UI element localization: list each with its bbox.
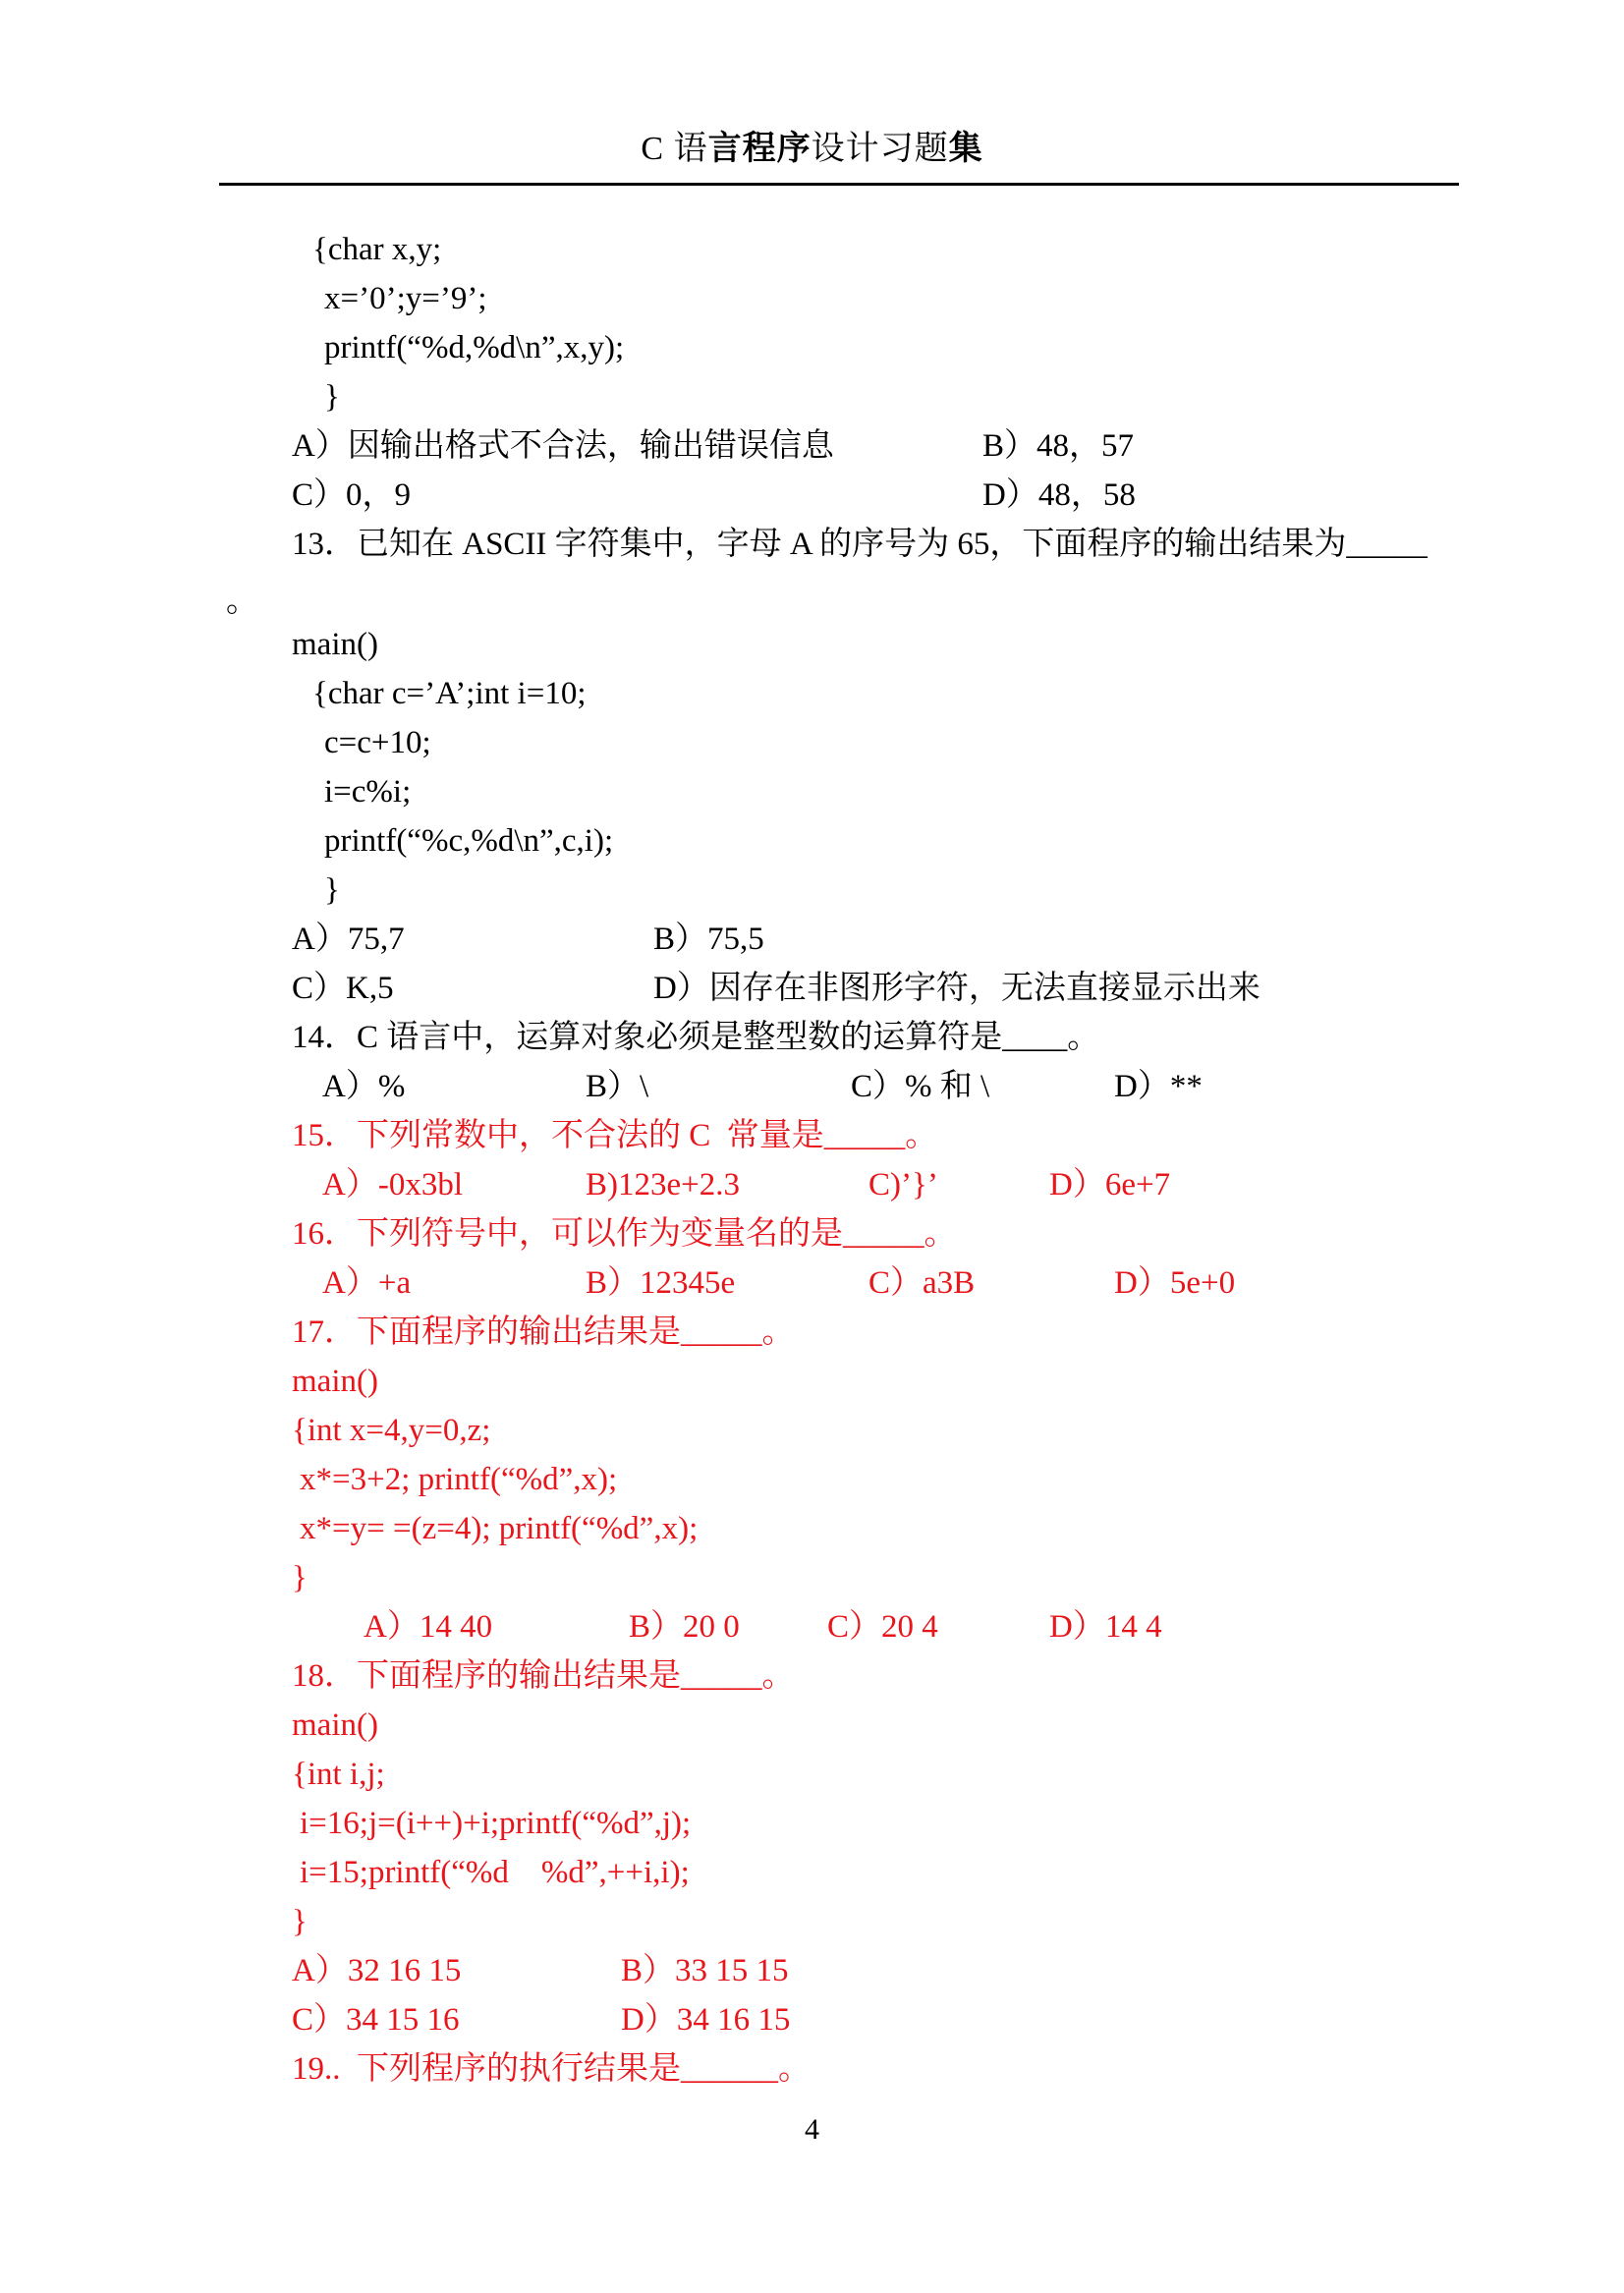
q14-option-b: B）\ [586,1069,649,1104]
q13-code-line: printf(“%c,%d\n”,c,i); [324,823,614,859]
q13-code-line: main() [292,627,378,662]
q17-option-d: D）14 4 [1049,1609,1162,1645]
q17-option-b: B）20 0 [629,1609,740,1645]
q18-option-c: C）34 15 16 [292,2002,460,2038]
q13-code-line: {char c=’A’;int i=10; [312,676,587,711]
q13-option-b: B）75,5 [653,922,764,957]
q15-option-d: D）6e+7 [1049,1167,1171,1202]
q19-stem: 19.. 下列程序的执行结果是______。 [292,2051,811,2087]
q18-option-b: B）33 15 15 [621,1953,789,1988]
q13-stem: 13．已知在 ASCII 字符集中，字母 A 的序号为 65，下面程序的输出结果为_____ [292,527,1428,562]
q18-option-d: D）34 16 15 [621,2002,791,2038]
q15-option-a: A）-0x3bl [322,1167,463,1202]
q16-option-a: A）+a [322,1265,412,1301]
q17-code-line: } [292,1560,308,1595]
page-number: 4 [805,2113,819,2146]
q18-code-line: i=16;j=(i++)+i;printf(“%d”,j); [300,1806,692,1841]
q12-code-line-4: } [324,379,340,415]
q17-option-c: C）20 4 [827,1609,938,1645]
q17-code-line: x*=y= =(z=4); printf(“%d”,x); [300,1511,699,1546]
q18-stem: 18．下面程序的输出结果是_____。 [292,1658,795,1694]
q16-option-c: C）a3B [868,1265,976,1301]
q16-stem: 16．下列符号中，可以作为变量名的是_____。 [292,1216,957,1252]
q18-code-line: main() [292,1707,378,1743]
q17-code-line: {int x=4,y=0,z; [292,1413,491,1448]
q14-option-a: A）% [322,1069,406,1104]
page-header [0,130,1624,169]
q13-option-a: A）75,7 [292,922,405,957]
q13-stem-end: 。 [226,584,258,619]
q13-code-line: c=c+10; [324,725,431,760]
q15-option-c: C)’}’ [868,1167,938,1202]
header-title-bold2: 集 [948,131,983,167]
q12-code-line-1: {char x,y; [312,232,442,267]
q12-option-c: C）0，9 [292,477,412,513]
q12-option-b: B）48，57 [982,428,1135,464]
q12-option-a: A）因输出格式不合法，输出错误信息 [292,428,834,464]
q17-stem: 17．下面程序的输出结果是_____。 [292,1314,795,1350]
q12-code-line-3: printf(“%d,%d\n”,x,y); [324,330,625,365]
q17-code-line: main() [292,1364,378,1399]
header-title-bold1: 言程序 [707,131,812,167]
q18-code-line: i=15;printf(“%d %d”,++i,i); [300,1855,690,1890]
q13-code-line: i=c%i; [324,774,412,810]
header-rule [219,183,1459,186]
q12-code-line-2: x=’0’;y=’9’; [324,281,487,316]
q13-option-d: D）因存在非图形字符，无法直接显示出来 [653,971,1260,1006]
q16-option-d: D）5e+0 [1114,1265,1236,1301]
q14-stem: 14．C 语言中，运算对象必须是整型数的运算符是____。 [292,1020,1100,1055]
q13-code-line: } [324,872,340,908]
q12-option-d: D）48，58 [982,477,1136,513]
q18-code-line: {int i,j; [292,1757,385,1792]
q13-option-c: C）K,5 [292,971,394,1006]
header-title-mid: 设计习题 [811,131,949,167]
header-title-prefix: C 语 [641,131,708,167]
q18-option-a: A）32 16 15 [292,1953,462,1988]
q15-option-b: B)123e+2.3 [586,1167,741,1202]
q18-code-line: } [292,1904,308,1939]
q17-option-a: A）14 40 [364,1609,493,1645]
q15-stem: 15．下列常数中，不合法的 C 常量是_____。 [292,1118,938,1153]
q16-option-b: B）12345e [586,1265,736,1301]
q14-option-c: C）% 和 \ [851,1069,990,1104]
q14-option-d: D）** [1114,1069,1203,1104]
q17-code-line: x*=3+2; printf(“%d”,x); [300,1462,618,1497]
